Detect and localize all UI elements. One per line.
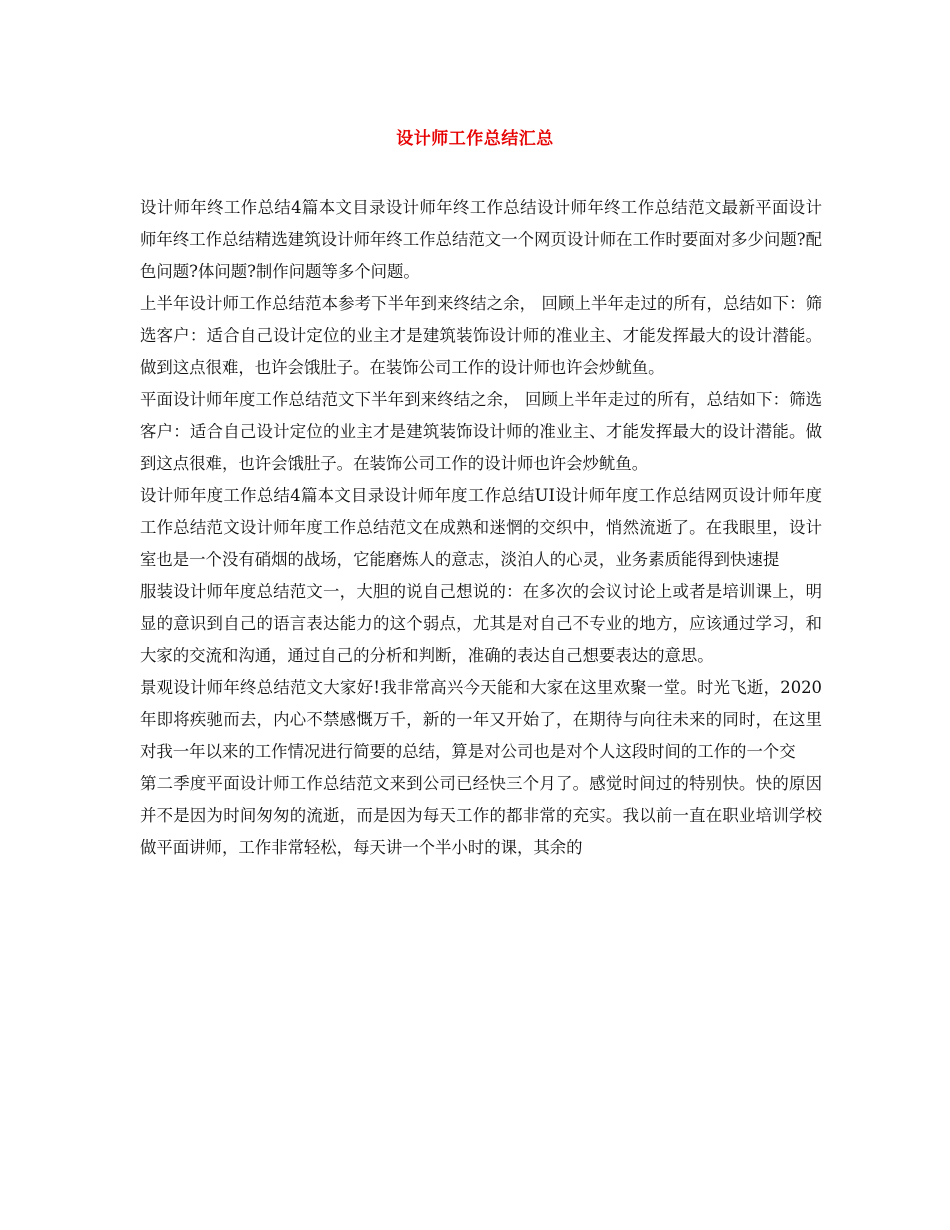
paragraph: 上半年设计师工作总结范本参考下半年到来终结之余， 回顾上半年走过的所有，总结如下：筛选客户：适合自己设计定位的业主才是建筑装饰设计师的准业主、才能发挥最大的设计潜能。做到这点很难，也许会饿肚子。在装饰公司工作的设计师也许会炒鱿鱼。 bbox=[140, 294, 822, 377]
paragraph: 设计师年度工作总结4篇本文目录设计师年度工作总结UI设计师年度工作总结网页设计师年度工作总结范文设计师年度工作总结范文在成熟和迷惘的交织中，悄然流逝了。在我眼里，设计室也是一个没有硝烟的战场，它能磨炼人的意志，淡泊人的心灵，业务素质能得到快速提 bbox=[140, 486, 822, 569]
paragraph: 第二季度平面设计师工作总结范文来到公司已经快三个月了。感觉时间过的特别快。快的原因并不是因为时间匆匆的流逝，而是因为每天工作的都非常的充实。我以前一直在职业培训学校做平面讲师，工作非常轻松，每天讲一个半小时的课，其余的 bbox=[140, 774, 822, 857]
paragraph: 服装设计师年度总结范文一，大胆的说自己想说的：在多次的会议讨论上或者是培训课上，明显的意识到自己的语言表达能力的这个弱点，尤其是对自己不专业的地方，应该通过学习，和大家的交流和沟通，通过自己的分析和判断，准确的表达自己想要表达的意思。 bbox=[140, 582, 822, 665]
document-body bbox=[140, 192, 822, 864]
paragraph: 平面设计师年度工作总结范文下半年到来终结之余， 回顾上半年走过的所有，总结如下：筛选客户：适合自己设计定位的业主才是建筑装饰设计师的准业主、才能发挥最大的设计潜能。做到这点很难，也许会饿肚子。在装饰公司工作的设计师也许会炒鱿鱼。 bbox=[140, 390, 822, 473]
document-title: 设计师工作总结汇总 bbox=[396, 129, 554, 149]
paragraph: 设计师年终工作总结4篇本文目录设计师年终工作总结设计师年终工作总结范文最新平面设计师年终工作总结精选建筑设计师年终工作总结范文一个网页设计师在工作时要面对多少问题?配色问题?体问题?制作问题等多个问题。 bbox=[140, 198, 822, 281]
paragraph: 景观设计师年终总结范文大家好!我非常高兴今天能和大家在这里欢聚一堂。时光飞逝，2020年即将疾驰而去，内心不禁感慨万千，新的一年又开始了，在期待与向往未来的同时，在这里对我一年以来的工作情况进行简要的总结，算是对公司也是对个人这段时间的工作的一个交 bbox=[140, 678, 822, 761]
